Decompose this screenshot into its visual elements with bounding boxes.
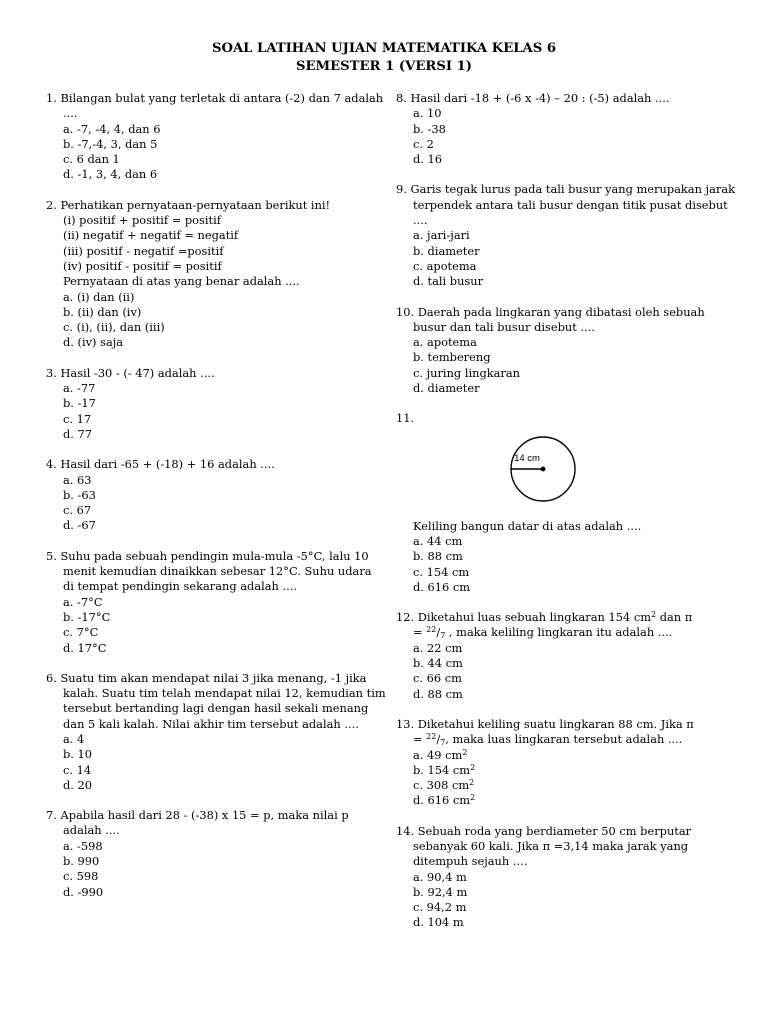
circle-figure	[396, 427, 736, 519]
statement-ii: (ii) negatif + negatif = negatif	[63, 228, 239, 243]
option-d: d. diameter	[413, 381, 480, 396]
option-c: c. 154 cm	[413, 564, 470, 579]
option-a: a. 22 cm	[413, 640, 463, 655]
option-c: c. 7°C	[63, 625, 99, 640]
option-b: b. -38	[413, 121, 446, 136]
option-d: d. 16	[413, 152, 443, 167]
option-a: a. -7°C	[63, 594, 103, 609]
right-column	[396, 91, 736, 931]
question-14	[396, 824, 736, 931]
option-a: a. -598	[63, 838, 103, 853]
left-column	[46, 91, 386, 900]
question-9	[396, 182, 736, 289]
option-d: d. -990	[63, 884, 104, 899]
option-d: d. 104 m	[413, 915, 464, 930]
option-a: a. -7, -4, 4, dan 6	[63, 121, 161, 136]
option-b: b. -17°C	[63, 609, 111, 624]
question-stem: 7. Apabila hasil dari 28 - (-38) x 15 = p, maka nilai p adalah ....	[46, 808, 349, 838]
title-line-1: SOAL LATIHAN UJIAN MATEMATIKA KELAS 6	[211, 41, 557, 56]
option-d: d. 77	[63, 426, 93, 441]
superscript-2: 2	[651, 610, 657, 620]
option-b: b. tembereng	[413, 350, 491, 365]
question-stem: 9. Garis tegak lurus pada tali busur yang merupakan jarak terpendek antara tali busur dengan titik pusat disebut ....	[396, 182, 736, 228]
question-4	[46, 457, 386, 533]
fraction-numerator: 22	[426, 625, 437, 635]
center-point	[541, 466, 546, 471]
option-c: c. juring lingkaran	[413, 365, 521, 380]
question-stem: 6. Suatu tim akan mendapat nilai 3 jika menang, -1 jika kalah. Suatu tim telah mendapat nilai 12, kemudian tim tersebut bertanding lagi dengan hasil sekali menang dan 5 kali kalah. Nilai akhir tim tersebut adalah ....	[46, 670, 386, 731]
question-12	[396, 610, 736, 702]
option-c: c. 6 dan 1	[63, 152, 120, 167]
option-a: a. 4	[63, 731, 85, 746]
option-c: c. apotema	[413, 258, 477, 273]
option-d: d. 20	[63, 777, 93, 792]
question-stem: 4. Hasil dari -65 + (-18) + 16 adalah ....	[46, 457, 275, 472]
fraction-22-7: $^{22}/_7$	[426, 625, 446, 641]
question-7	[46, 808, 386, 900]
option-a: a. 90,4 m	[413, 869, 467, 884]
option-a: a. 10	[413, 106, 442, 121]
question-13	[396, 717, 736, 809]
option-d: d. -67	[63, 518, 96, 533]
fraction-22-7: $^{22}/_7$	[426, 732, 446, 748]
option-a	[396, 748, 736, 763]
option-b: b. -17	[63, 396, 96, 411]
question-stem: 2. Perhatikan pernyataan-pernyataan berikut ini!	[46, 197, 331, 212]
statement-iv: (iv) positif - positif = positif	[63, 258, 222, 273]
superscript-2: 2	[462, 747, 468, 757]
title-line-2: SEMESTER 1 (VERSI 1)	[295, 59, 473, 74]
stem-part-c: , maka keliling lingkaran itu adalah ....	[445, 625, 673, 640]
option-text: b. 154 cm	[413, 762, 471, 777]
superscript-2: 2	[470, 762, 476, 772]
option-d: d. (iv) saja	[63, 335, 124, 350]
option-b: b. diameter	[413, 243, 480, 258]
option-text: a. 49 cm	[413, 747, 463, 762]
option-a: a. -77	[63, 381, 96, 396]
radius-label: 14 cm	[514, 452, 540, 464]
stem-part-c: , maka luas lingkaran tersebut adalah ....	[445, 732, 683, 747]
question-2	[46, 198, 386, 351]
option-b: b. (ii) dan (iv)	[63, 304, 142, 319]
question-stem: 1. Bilangan bulat yang terletak di antara (-2) dan 7 adalah ....	[46, 91, 384, 121]
option-a: a. 63	[63, 472, 92, 487]
option-c	[396, 778, 736, 793]
option-d: d. 17°C	[63, 640, 107, 655]
page-title	[0, 40, 768, 76]
option-c: c. 17	[63, 411, 92, 426]
statement-i: (i) positif + positif = positif	[63, 213, 221, 228]
stem-part-b: dan π	[656, 610, 693, 625]
option-a: a. jari-jari	[413, 228, 470, 243]
question-stem	[396, 717, 736, 748]
question-stem	[396, 610, 736, 641]
option-d: d. 616 cm	[413, 579, 471, 594]
question-3	[46, 366, 386, 442]
question-8	[396, 91, 736, 167]
fraction-numerator: 22	[426, 732, 437, 742]
option-a: a. 44 cm	[413, 533, 463, 548]
question-stem: 8. Hasil dari -18 + (-6 x -4) – 20 : (-5) adalah ....	[396, 91, 670, 105]
option-c: c. (i), (ii), dan (iii)	[63, 320, 165, 335]
option-d: d. tali busur	[413, 274, 484, 289]
question-stem: 10. Daerah pada lingkaran yang dibatasi oleh sebuah busur dan tali busur disebut ....	[396, 304, 705, 334]
question-prompt: Pernyataan di atas yang benar adalah ....	[63, 274, 300, 289]
question-prompt: Keliling bangun datar di atas adalah ....	[413, 518, 642, 533]
fraction-denominator: 7	[440, 631, 446, 641]
option-text: c. 308 cm	[413, 778, 470, 793]
option-b: b. 88 cm	[413, 549, 463, 564]
option-c: c. 94,2 m	[413, 900, 467, 915]
option-b: b. 990	[63, 854, 100, 869]
option-a: a. apotema	[413, 335, 477, 350]
question-stem: 14. Sebuah roda yang berdiameter 50 cm berputar sebanyak 60 kali. Jika π =3,14 maka jarak yang ditempuh sejauh ....	[396, 823, 692, 869]
question-10	[396, 305, 736, 397]
question-1	[46, 91, 386, 183]
question-stem: 3. Hasil -30 - (- 47) adalah ....	[46, 365, 215, 380]
option-b: b. -63	[63, 487, 96, 502]
option-b: b. -7,-4, 3, dan 5	[63, 136, 158, 151]
option-a: a. (i) dan (ii)	[63, 289, 135, 304]
circle-diagram	[508, 431, 578, 507]
option-c: c. 598	[63, 869, 99, 884]
equals-sign: =	[413, 732, 427, 747]
question-stem: 5. Suhu pada sebuah pendingin mula-mula -5°C, lalu 10 menit kemudian dinaikkan sebesar 12°C. Suhu udara di tempat pendingin sekarang adalah ....	[46, 548, 372, 594]
option-text: d. 616 cm	[413, 793, 471, 808]
option-d: d. 88 cm	[413, 686, 463, 701]
question-number: 11.	[396, 411, 415, 426]
option-c: c. 14	[63, 762, 92, 777]
option-c: c. 66 cm	[413, 671, 462, 686]
equals-sign: =	[413, 625, 427, 640]
option-d	[396, 793, 736, 808]
stem-part-a: 12. Diketahui luas sebuah lingkaran 154 cm	[396, 610, 651, 625]
statement-iii: (iii) positif - negatif =positif	[63, 243, 224, 258]
option-c: c. 67	[63, 503, 92, 518]
superscript-2: 2	[470, 793, 476, 803]
superscript-2: 2	[469, 778, 475, 788]
option-d: d. -1, 3, 4, dan 6	[63, 167, 158, 182]
stem-part-a: 13. Diketahui keliling suatu lingkaran 88 cm. Jika π	[396, 716, 694, 731]
question-11	[396, 411, 736, 595]
question-5	[46, 549, 386, 656]
option-b: b. 44 cm	[413, 656, 463, 671]
option-c: c. 2	[413, 136, 434, 151]
option-b: b. 92,4 m	[413, 884, 468, 899]
fraction-denominator: 7	[440, 738, 446, 748]
option-b: b. 10	[63, 747, 93, 762]
question-6	[46, 671, 386, 793]
option-b	[396, 763, 736, 778]
